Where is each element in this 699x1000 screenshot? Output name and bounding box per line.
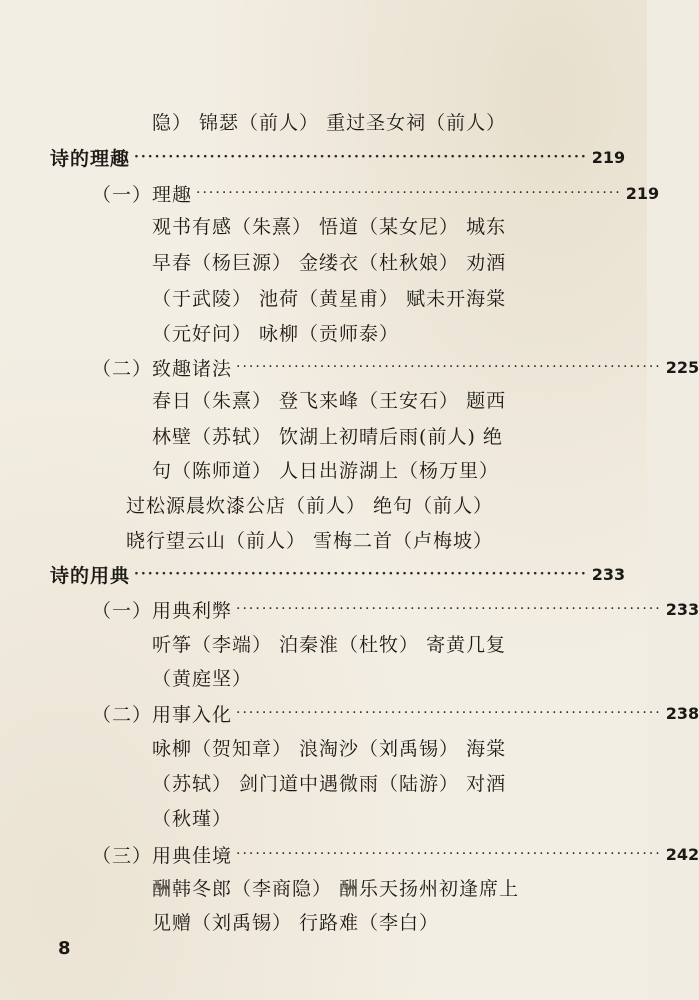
toc-entry-yongdian-2[interactable] xyxy=(92,700,699,726)
poem-list-line: 酬韩冬郎（李商隐） 酬乐天扬州初逢席上 xyxy=(152,878,520,900)
toc-entry-title: （二）用事入化 xyxy=(92,703,233,726)
page-number: 8 xyxy=(58,938,71,959)
toc-entry-title: （一）用典利弊 xyxy=(92,599,233,622)
toc-entry-page: 233 xyxy=(591,564,626,584)
toc-entry-title: 诗的用典 xyxy=(50,564,131,587)
poem-list-line: 句（陈师道） 人日出游湖上（杨万里） xyxy=(152,460,500,482)
toc-entry-shi-de-liqu[interactable] xyxy=(50,144,626,170)
poem-list-line: 晓行望云山（前人） 雪梅二首（卢梅坡） xyxy=(126,530,494,552)
leader-dots: ·································································· xyxy=(236,705,662,721)
leader-dots: ·································································· xyxy=(196,185,622,201)
toc-entry-page: 233 xyxy=(665,599,699,619)
toc-entry-title: （二）致趣诸法 xyxy=(92,357,233,380)
poem-list-line: 见赠（刘禹锡） 行路难（李白） xyxy=(152,912,440,934)
poem-list-line: 林壁（苏轼） 饮湖上初晴后雨(前人) 绝 xyxy=(152,426,503,448)
toc-entry-page: 219 xyxy=(591,147,626,167)
toc-entry-yongdian-3[interactable] xyxy=(92,841,699,867)
poem-list-line: 听筝（李端） 泊秦淮（杜牧） 寄黄几复 xyxy=(152,634,507,656)
poem-list-line: （元好问） 咏柳（贡师泰） xyxy=(152,323,400,345)
poem-list-line: （黄庭坚） xyxy=(152,668,253,690)
leader-dots: ·································································· xyxy=(134,149,588,165)
toc-entry-title: 诗的理趣 xyxy=(50,147,131,170)
toc-entry-page: 219 xyxy=(625,183,660,203)
toc-entry-title: （三）用典佳境 xyxy=(92,844,233,867)
poem-list-line: 春日（朱熹） 登飞来峰（王安石） 题西 xyxy=(152,390,507,412)
carried-over-line: 隐） 锦瑟（前人） 重过圣女祠（前人） xyxy=(152,112,507,134)
leader-dots: ·································································· xyxy=(236,846,662,862)
leader-dots: ·································································· xyxy=(236,359,662,375)
poem-list-line: 早春（杨巨源） 金缕衣（杜秋娘） 劝酒 xyxy=(152,252,507,274)
toc-entry-page: 225 xyxy=(665,357,699,377)
toc-entry-shi-de-yongdian[interactable] xyxy=(50,561,626,587)
poem-list-line: 观书有感（朱熹） 悟道（某女尼） 城东 xyxy=(152,216,507,238)
poem-list-line: （秋瑾） xyxy=(152,808,233,830)
toc-entry-liqu-1[interactable] xyxy=(92,180,660,206)
toc-entry-title: （一）理趣 xyxy=(92,183,193,206)
leader-dots: ·································································· xyxy=(134,566,588,582)
poem-list-line: 咏柳（贺知章） 浪淘沙（刘禹锡） 海棠 xyxy=(152,738,507,760)
toc-entry-page: 238 xyxy=(665,703,699,723)
toc-entry-yongdian-1[interactable] xyxy=(92,596,699,622)
poem-list-line: （苏轼） 剑门道中遇微雨（陆游） 对酒 xyxy=(152,773,507,795)
leader-dots: ·································································· xyxy=(236,601,662,617)
poem-list-line: 过松源晨炊漆公店（前人） 绝句（前人） xyxy=(126,495,494,517)
poem-list-line: （于武陵） 池荷（黄星甫） 赋未开海棠 xyxy=(152,288,507,310)
toc-entry-liqu-2[interactable] xyxy=(92,354,699,380)
toc-entry-page: 242 xyxy=(665,844,699,864)
